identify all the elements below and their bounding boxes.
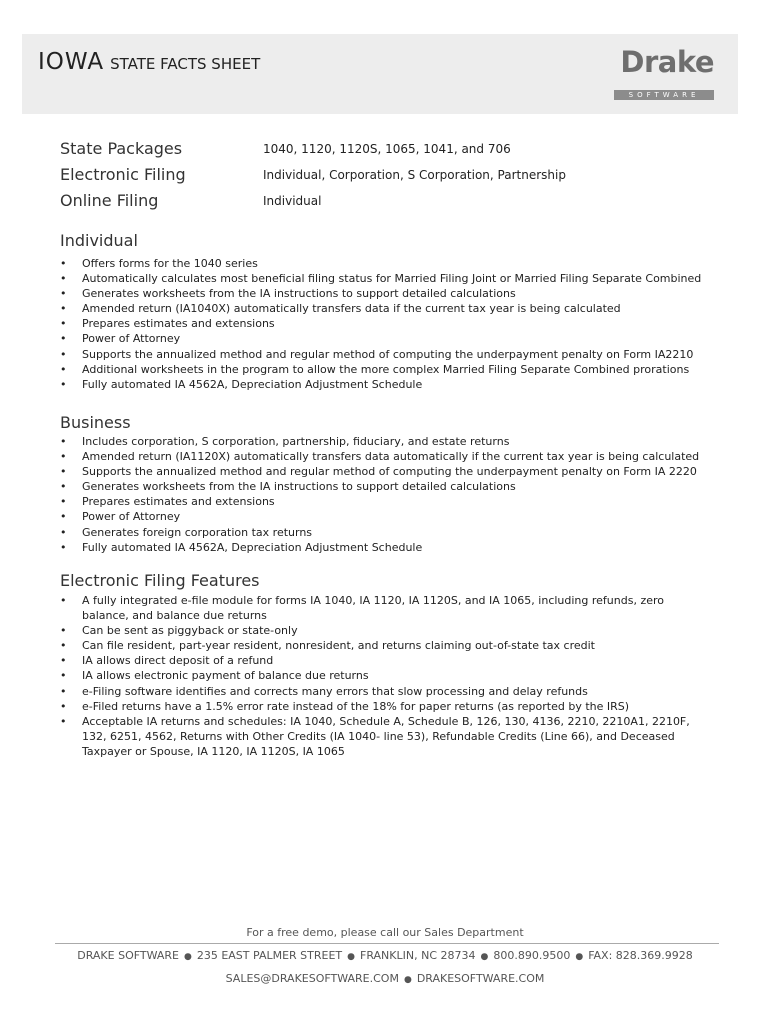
fact-label: State Packages [60,139,183,158]
list-item: • Can file resident, part-year resident, nonresident, and returns claiming out-of-state tax credit [60,638,710,653]
list-item: • Prepares estimates and extensions [60,494,710,509]
efile-list [60,593,710,759]
business-heading: Business [60,413,131,432]
footer-divider [55,943,719,944]
list-item: • Amended return (IA1040X) automatically transfers data if the current tax year is being calculated [60,301,710,316]
individual-list [60,256,710,392]
bullet-icon: ● [480,952,489,962]
individual-heading: Individual [60,231,138,250]
list-item: • Supports the annualized method and regular method of computing the underpayment penalty on Form IA2210 [60,347,710,362]
list-item: • e-Filed returns have a 1.5% error rate instead of the 18% for paper returns (as reported by the IRS) [60,699,710,714]
list-item: • A fully integrated e-file module for forms IA 1040, IA 1120, IA 1120S, and IA 1065, including refunds, zero balance, and balance due returns [60,593,710,623]
footer-email[interactable]: SALES@DRAKESOFTWARE.COM [225,972,399,985]
fact-value: 1040, 1120, 1120S, 1065, 1041, and 706 [263,142,511,156]
bullet-icon: ● [183,952,192,962]
footer-fax: FAX: 828.369.9928 [588,949,693,962]
list-item: • Supports the annualized method and regular method of computing the underpayment penalty on Form IA 2220 [60,464,710,479]
list-item: • Fully automated IA 4562A, Depreciation Adjustment Schedule [60,540,710,555]
footer-address: 235 EAST PALMER STREET [196,949,343,962]
list-item: • Additional worksheets in the program to allow the more complex Married Filing Separate Combined prorations [60,362,710,377]
list-item: • IA allows electronic payment of balance due returns [60,668,710,683]
footer-contact [0,949,770,962]
list-item: • IA allows direct deposit of a refund [60,653,710,668]
drake-logo [596,43,720,105]
logo-sub: SOFTWARE [614,90,714,100]
list-item: • Includes corporation, S corporation, partnership, fiduciary, and estate returns [60,434,710,449]
list-item: • Power of Attorney [60,331,710,346]
title-text: STATE FACTS SHEET [110,55,261,73]
list-item: • Acceptable IA returns and schedules: IA 1040, Schedule A, Schedule B, 126, 130, 4136, 2210, 2210A1, 2210F, 132, 6251, 4562, Returns with Other Credits (IA 1040- line 53), Refundable Credits (Line 66), and Deceased Taxpayer or Spouse, IA 1120, IA 1120S, IA 1065 [60,714,710,759]
list-item: • Offers forms for the 1040 series [60,256,710,271]
fact-value: Individual [263,194,322,208]
list-item: • Prepares estimates and extensions [60,316,710,331]
list-item: • e-Filing software identifies and corrects many errors that slow processing and delay refunds [60,684,710,699]
footer-company: DRAKE SOFTWARE [77,949,179,962]
list-item: • Automatically calculates most beneficial filing status for Married Filing Joint or Married Filing Separate Combined [60,271,710,286]
list-item: • Amended return (IA1120X) automatically transfers data automatically if the current tax year is being calculated [60,449,710,464]
footer-web [0,972,770,985]
logo-name: Drake [620,45,714,79]
list-item: • Generates worksheets from the IA instructions to support detailed calculations [60,286,710,301]
fact-value: Individual, Corporation, S Corporation, Partnership [263,168,566,182]
bullet-icon: ● [403,975,412,985]
state-name: IOWA [38,49,105,75]
list-item: • Generates worksheets from the IA instructions to support detailed calculations [60,479,710,494]
efile-heading: Electronic Filing Features [60,571,260,590]
bullet-icon: ● [575,952,584,962]
footer-note: For a free demo, please call our Sales Department [246,926,524,939]
list-item: • Fully automated IA 4562A, Depreciation Adjustment Schedule [60,377,710,392]
list-item: • Power of Attorney [60,509,710,524]
fact-label: Electronic Filing [60,165,186,184]
list-item: • Generates foreign corporation tax returns [60,525,710,540]
list-item: • Can be sent as piggyback or state-only [60,623,710,638]
footer-city: FRANKLIN, NC 28734 [360,949,476,962]
business-list [60,434,710,555]
fact-label: Online Filing [60,191,159,210]
footer-phone: 800.890.9500 [493,949,571,962]
page-title [38,49,260,75]
footer-website[interactable]: DRAKESOFTWARE.COM [416,972,545,985]
bullet-icon: ● [347,952,355,962]
